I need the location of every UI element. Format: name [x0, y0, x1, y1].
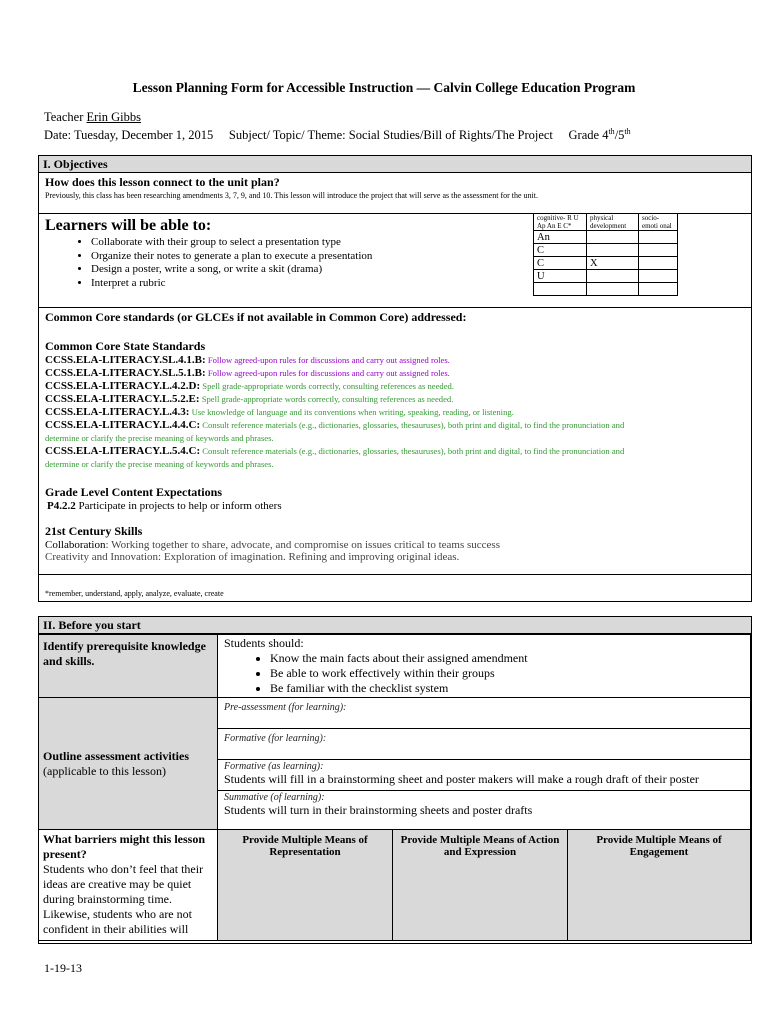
list-item: • Be able to work effectively within their groups: [270, 666, 744, 681]
connect-text: Previously, this class has been researching amendments 3, 7, 9, and 10. This lesson will introduce the project that will serve as the assessment for the unit.: [45, 191, 539, 200]
page-title: Lesson Planning Form for Accessible Instruction — Calvin College Education Program: [132, 80, 636, 95]
rubric-cell: X: [587, 257, 639, 270]
section-heading-objectives: I. Objectives: [39, 156, 751, 173]
glce-row: P4.2.2 Participate in projects to help or inform others: [47, 500, 282, 512]
students-should: Students should:: [224, 636, 304, 650]
list-item: • Interpret a rubric: [91, 277, 571, 291]
ccss-heading: Common Core State Standards: [45, 339, 206, 353]
footnote: *remember, understand, apply, analyze, evaluate, create: [45, 589, 224, 598]
standard-row: CCSS.ELA-LITERACY.L.4.2.D: Spell grade-appropriate words correctly, consulting references as needed.: [45, 380, 454, 392]
pre-assessment-cell: Pre-assessment (for learning):: [218, 698, 751, 729]
prereq-cell: [218, 635, 751, 698]
teacher-line: [44, 110, 141, 125]
objectives-list: [47, 236, 571, 290]
skills-heading: 21st Century Skills: [45, 524, 143, 538]
glce-heading: Grade Level Content Expectations: [45, 485, 222, 499]
barriers-cell: [39, 830, 218, 941]
rubric-cell: C: [534, 257, 587, 270]
before-table: [38, 634, 751, 830]
rubric-header: socio-emoti onal: [639, 214, 678, 231]
teacher-label: Teacher: [44, 110, 84, 124]
list-item: • Be familiar with the checklist system: [270, 681, 744, 696]
summative-cell: Summative (of learning): Students will turn in their brainstorming sheets and poster drafts: [218, 791, 751, 830]
rubric-cell: C: [534, 244, 587, 257]
skill-creativity: Creativity and Innovation: Exploration of imagination. Refining and improving original ideas.: [45, 551, 460, 563]
date: Date: Tuesday, December 1, 2015: [44, 128, 214, 143]
standard-row: CCSS.ELA-LITERACY.L.4.4.C: Consult reference materials (e.g., dictionaries, glossaries, thesauruses), both print and digital, to find the pronunciation and determine or clarify the precise meaning of keywords and phrases.: [45, 419, 625, 443]
before-you-start-section: [38, 616, 752, 944]
rubric-header: physical development: [587, 214, 639, 231]
skill-collaboration: Collaboration: Working together to share, advocate, and compromise on issues critical to teams success: [45, 539, 500, 551]
rubric-cell: [587, 283, 639, 296]
rubric-cell: An: [534, 231, 587, 244]
col-engagement: Provide Multiple Means of Engagement: [568, 830, 751, 941]
formative-as-cell: Formative (as learning): Students will fill in a brainstorming sheet and poster makers will make a rough draft of their poster: [218, 760, 751, 791]
rubric-cell: [587, 244, 639, 257]
date-subject-line: [44, 127, 631, 143]
barriers-text: Students who don’t feel that their ideas are creative may be quiet during brainstorming time. Likewise, students who are not confident in their abilities will: [43, 862, 204, 936]
standard-row: CCSS.ELA-LITERACY.L.5.4.C: Consult reference materials (e.g., dictionaries, glossaries, thesauruses), both print and digital, to find the pronunciation and determine or clarify the precise meaning of keywords and phrases.: [45, 445, 625, 469]
prereq-label: Identify prerequisite knowledge and skills.: [39, 635, 218, 698]
assess-label-cell: [39, 698, 218, 830]
rubric-cell: [534, 283, 587, 296]
list-item: • Organize their notes to generate a plan to execute a presentation: [91, 250, 571, 264]
rubric-cell: U: [534, 270, 587, 283]
col-representation: Provide Multiple Means of Representation: [218, 830, 393, 941]
teacher-name: Erin Gibbs: [86, 110, 142, 124]
cc-heading: Common Core standards (or GLCEs if not available in Common Core) addressed:: [45, 310, 467, 324]
barriers-table: [38, 829, 751, 941]
assess-label: Outline assessment activities: [43, 748, 189, 763]
footer-code: 1-19-13: [44, 961, 82, 975]
rubric-cell: [587, 270, 639, 283]
barriers-label: What barriers might this lesson present?: [43, 832, 205, 861]
rubric-cell: [587, 231, 639, 244]
list-item: • Collaborate with their group to select a presentation type: [91, 236, 571, 250]
subject: Subject/ Topic/ Theme: Social Studies/Bill of Rights/The Project: [228, 128, 553, 143]
rubric-table: [533, 213, 678, 296]
standard-row: CCSS.ELA-LITERACY.SL.4.1.B: Follow agreed-upon rules for discussions and carry out assigned roles.: [45, 354, 450, 366]
section-heading-before: II. Before you start: [39, 617, 751, 634]
standard-row: CCSS.ELA-LITERACY.SL.5.1.B: Follow agreed-upon rules for discussions and carry out assigned roles.: [45, 367, 450, 379]
standard-row: CCSS.ELA-LITERACY.L.4.3: Use knowledge of language and its conventions when writing, speaking, reading, or listening.: [45, 406, 514, 418]
assess-sub: (applicable to this lesson): [43, 763, 166, 778]
learners-label: Learners will be able to:: [45, 217, 212, 234]
col-action-expression: Provide Multiple Means of Action and Expression: [393, 830, 568, 941]
grade: Grade 4th/5th: [568, 127, 631, 143]
connect-question: How does this lesson connect to the unit plan?: [45, 175, 280, 189]
prereq-list: [224, 651, 744, 696]
formative-for-cell: Formative (for learning):: [218, 729, 751, 760]
list-item: • Know the main facts about their assigned amendment: [270, 651, 744, 666]
list-item: • Design a poster, write a song, or write a skit (drama): [91, 263, 571, 277]
standard-row: CCSS.ELA-LITERACY.L.5.2.E: Spell grade-appropriate words correctly, consulting references as needed.: [45, 393, 454, 405]
rubric-header: cognitive- R U Ap An E C*: [534, 214, 587, 231]
